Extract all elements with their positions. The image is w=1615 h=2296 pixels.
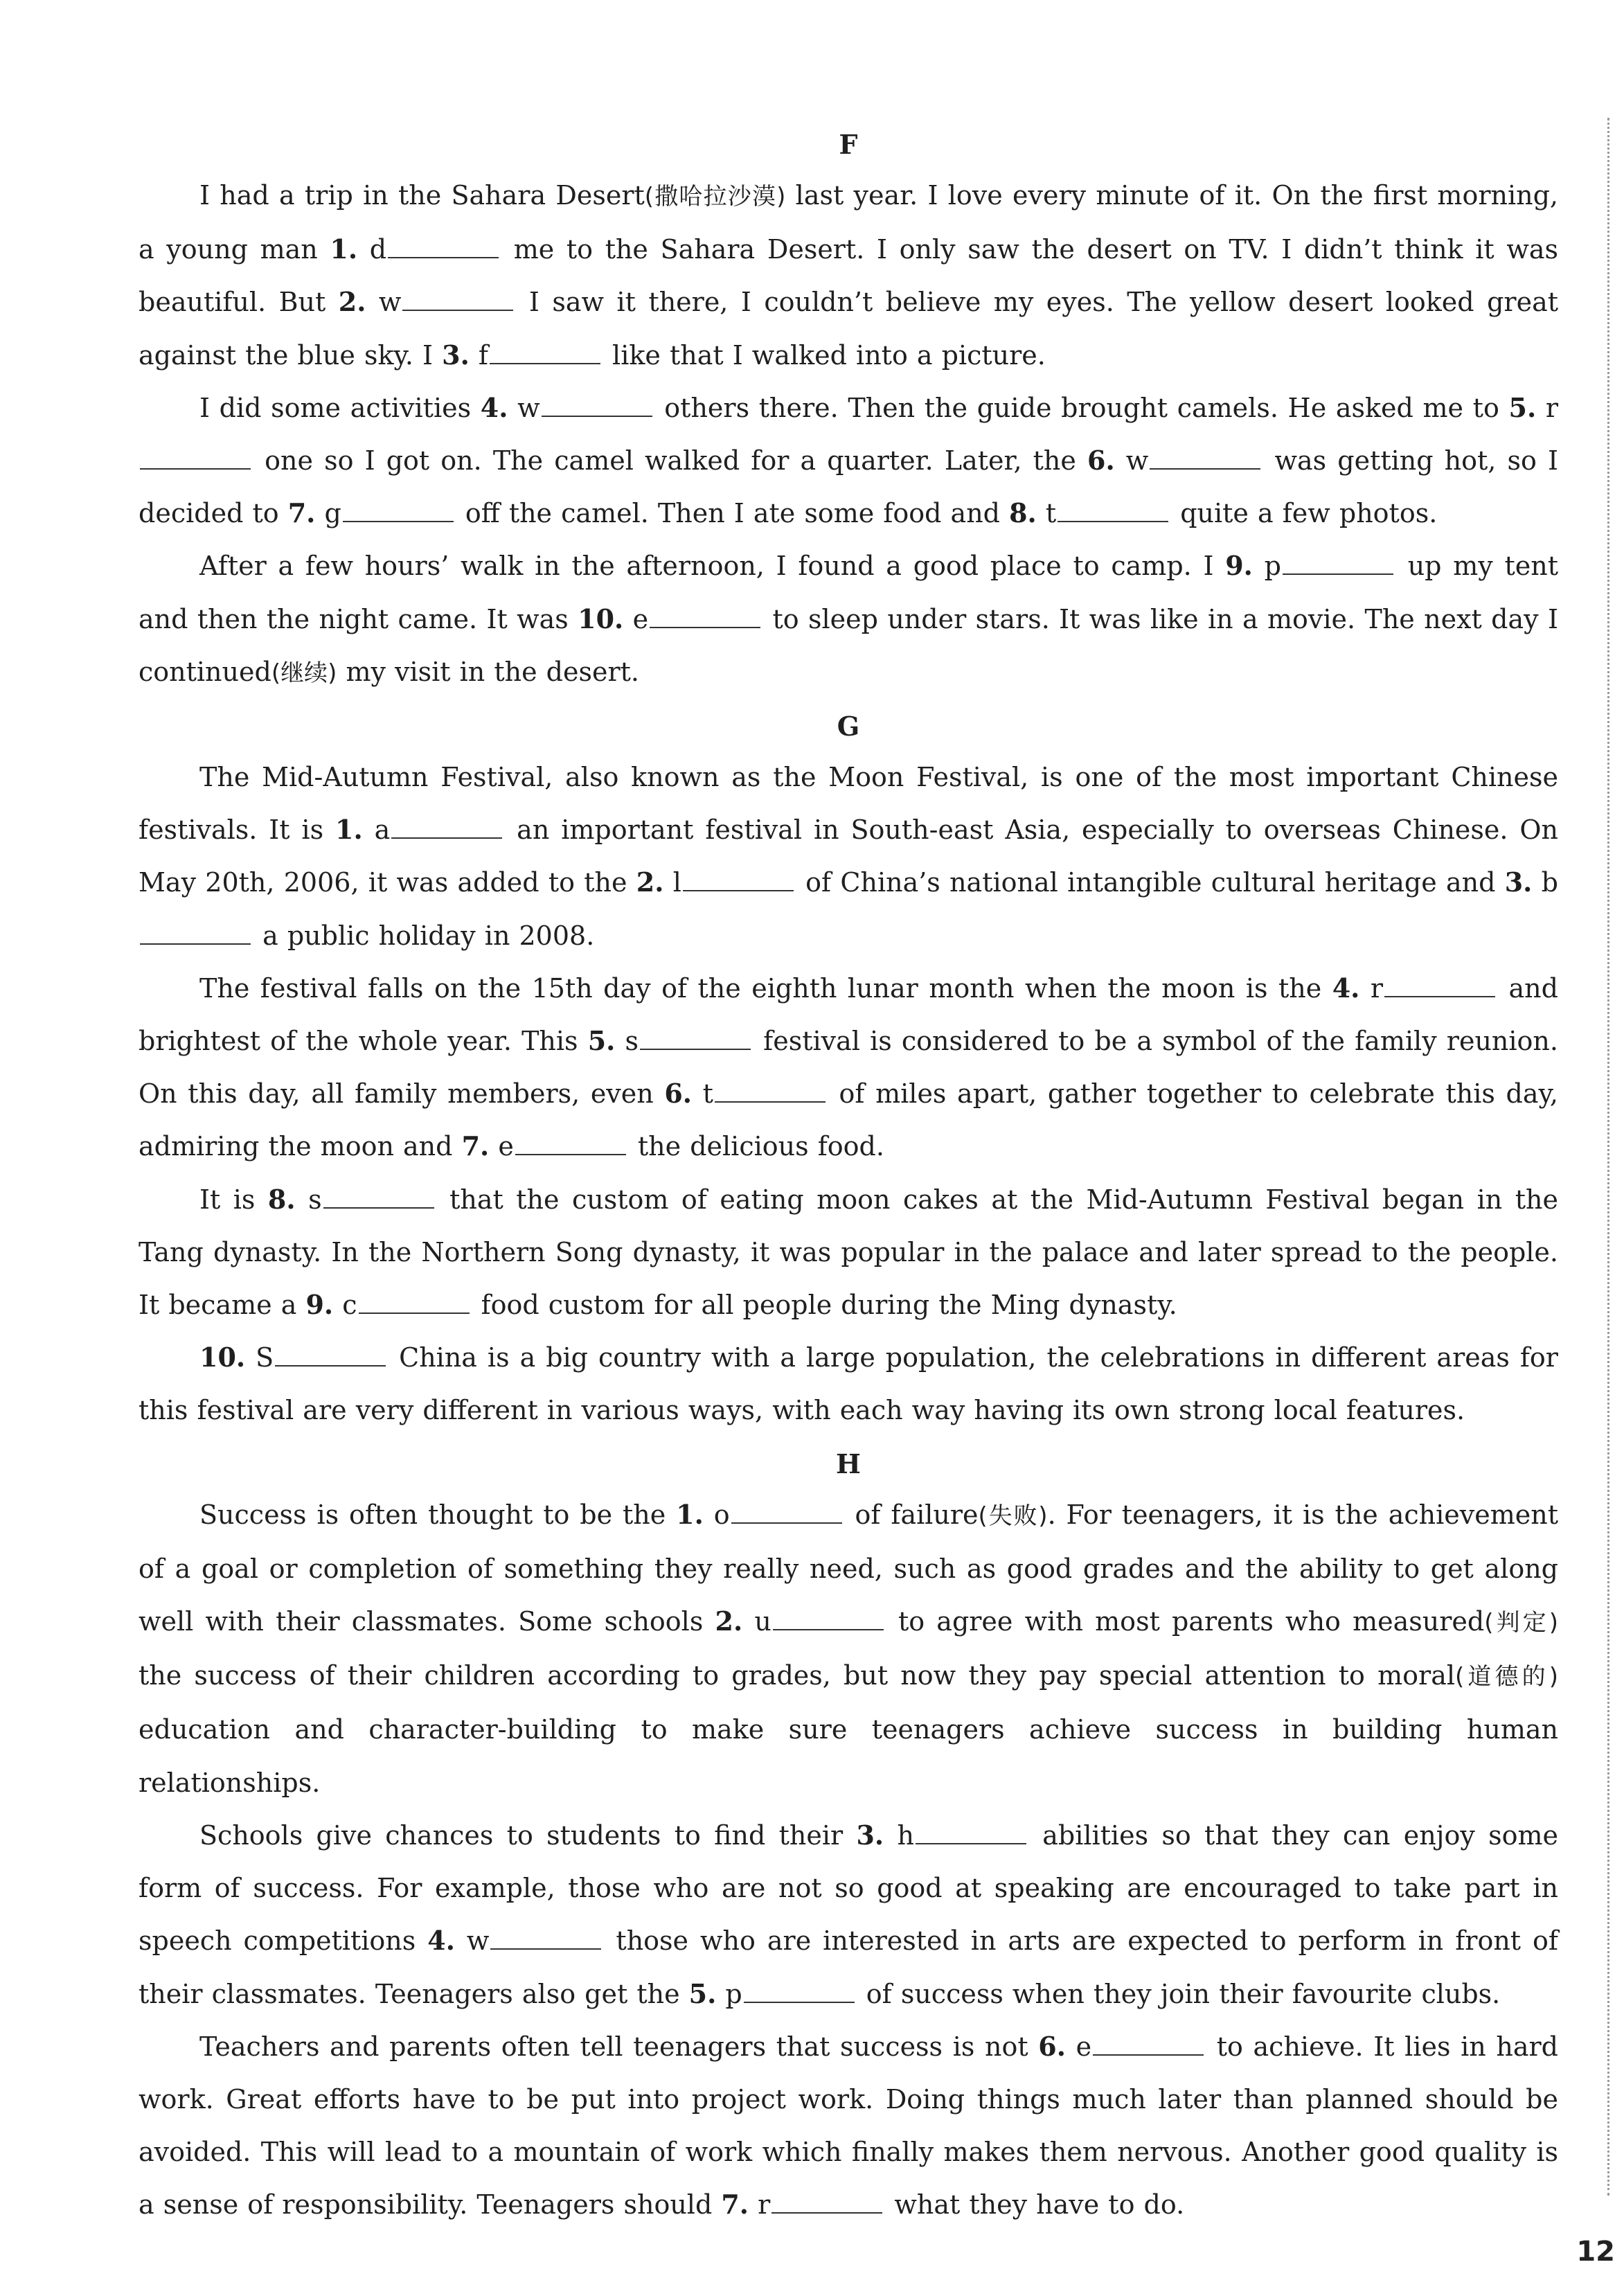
question-number: 8. <box>1009 497 1037 529</box>
answer-blank[interactable] <box>275 1344 386 1367</box>
question-number: 9. <box>305 1289 334 1321</box>
section-g-paragraph-2: The festival falls on the 15th day of the eighth lunar month when the moon is the 4. r and brightest of the whole year. This 5. s festival is considered to be a symbol of the family reunion. On this day, all family members, even 6. t of miles apart, gather together to celebrate this day, admiring the moon and 7. e the delicious food. <box>139 972 1558 1162</box>
section-f-title: F <box>839 129 858 160</box>
question-number: 10. <box>578 603 624 634</box>
section-h-paragraph-2: Schools give chances to students to find their 3. h abilities so that they can enjoy some form of success. For example, those who are not so good at speaking are encouraged to take part in speech competitions 4. w those who are interested in arts are expected to perform in front of their classmates. Teenagers also get the 5. p of success when they join their favourite clubs. <box>139 1819 1559 2009</box>
answer-blank[interactable] <box>140 447 251 470</box>
question-number: 1. <box>335 814 363 846</box>
section-f-paragraph-3: After a few hours’ walk in the afternoon, I found a good place to camp. I 9. p up my tent and then the night came. It was 10. e to sleep under stars. It was like in a movie. The next day I continued(继续) my visit in the desert. <box>139 550 1558 687</box>
binding-edge-line <box>1607 118 1609 2196</box>
question-number: 5. <box>688 1977 717 2009</box>
answer-blank[interactable] <box>359 1292 470 1314</box>
question-number: 4. <box>1332 972 1360 1004</box>
answer-blank[interactable] <box>771 2191 882 2214</box>
question-number: 6. <box>1038 2030 1066 2062</box>
answer-blank[interactable] <box>388 236 499 258</box>
question-number: 4. <box>427 1925 455 1957</box>
answer-blank[interactable] <box>650 606 760 628</box>
section-f-paragraph-1: I had a trip in the Sahara Desert(撒哈拉沙漠) last year. I love every minute of it. On the first morning, a young man 1. d me to the Sahara Desert. I only saw the desert on TV. I didn’t think it was beautiful. But 2. w I saw it there, I couldn’t believe my eyes. The yellow desert looked great against the blue sky. I 3. f like that I walked into a picture. <box>139 180 1558 371</box>
question-number: 3. <box>856 1819 884 1851</box>
answer-blank[interactable] <box>140 923 251 945</box>
answer-blank[interactable] <box>715 1080 826 1103</box>
answer-blank[interactable] <box>744 1981 855 2003</box>
question-number: 8. <box>267 1183 296 1215</box>
answer-blank[interactable] <box>515 1133 626 1155</box>
answer-blank[interactable] <box>1058 500 1168 522</box>
answer-blank[interactable] <box>1093 2034 1204 2056</box>
answer-blank[interactable] <box>343 500 454 522</box>
answer-blank[interactable] <box>1150 447 1260 470</box>
question-number: 4. <box>480 391 508 423</box>
section-g-paragraph-3: It is 8. s that the custom of eating moon cakes at the Mid-Autumn Festival began in the Tang dynasty. In the Northern Song dynasty, it was popular in the palace and later spread to the people. It became a 9. c food custom for all people during the Ming dynasty. <box>139 1183 1558 1321</box>
question-number: 2. <box>338 286 366 318</box>
question-number: 1. <box>330 233 358 265</box>
answer-blank[interactable] <box>1283 553 1393 575</box>
section-g-title: G <box>837 711 860 742</box>
section-h-title: H <box>836 1448 861 1479</box>
question-number: 7. <box>287 497 316 529</box>
question-number: 5. <box>1508 391 1537 423</box>
question-number: 10. <box>199 1342 246 1373</box>
section-h-paragraph-3: Teachers and parents often tell teenagers that success is not 6. e to achieve. It lies in hard work. Great efforts have to be put into project work. Doing things much later than planned should be avoided. This will lead to a mountain of work which finally makes them nervous. Another good quality is a sense of responsibility. Teenagers should 7. r what they have to do. <box>139 2030 1558 2221</box>
section-g-paragraph-4: 10. S China is a big country with a large population, the celebrations in different areas for this festival are very different in various ways, with each way having its own strong local features. <box>139 1342 1558 1426</box>
question-number: 2. <box>636 866 664 898</box>
section-f-paragraph-2: I did some activities 4. w others there. Then the guide brought camels. He asked me to 5. r one so I got on. The camel walked for a quarter. Later, the 6. w was getting hot, so I decided to 7. g off the camel. Then I ate some food and 8. t quite a few photos. <box>139 391 1559 529</box>
question-number: 5. <box>587 1025 616 1057</box>
answer-blank[interactable] <box>323 1186 434 1209</box>
answer-blank[interactable] <box>402 289 513 311</box>
question-number: 9. <box>1225 550 1253 582</box>
page-content <box>139 118 1558 2232</box>
answer-blank[interactable] <box>490 1928 601 1950</box>
page-number: 12 <box>1576 2236 1615 2268</box>
question-number: 6. <box>1087 445 1115 477</box>
answer-blank[interactable] <box>391 817 502 839</box>
answer-blank[interactable] <box>542 395 652 417</box>
answer-blank[interactable] <box>773 1608 884 1630</box>
question-number: 3. <box>442 339 470 371</box>
question-number: 7. <box>721 2189 749 2221</box>
answer-blank[interactable] <box>640 1028 751 1050</box>
answer-blank[interactable] <box>490 342 600 364</box>
section-g-paragraph-1: The Mid-Autumn Festival, also known as the Moon Festival, is one of the most important Chinese festivals. It is 1. a an important festival in South-east Asia, especially to overseas Chinese. On May 20th, 2006, it was added to the 2. l of China’s national intangible cultural heritage and 3. b a public holiday in 2008. <box>139 762 1559 951</box>
question-number: 3. <box>1504 866 1533 898</box>
answer-blank[interactable] <box>683 869 794 891</box>
question-number: 1. <box>676 1498 704 1530</box>
answer-blank[interactable] <box>916 1822 1026 1844</box>
answer-blank[interactable] <box>1384 975 1495 997</box>
question-number: 7. <box>461 1130 490 1162</box>
question-number: 6. <box>664 1078 693 1110</box>
question-number: 2. <box>715 1605 743 1637</box>
section-h-paragraph-1: Success is often thought to be the 1. o of failure(失败). For teenagers, it is the achievement of a goal or completion of something they really need, such as good grades and the ability to get along well with their classmates. Some schools 2. u to agree with most parents who measured(判定) the success of their children according to grades, but now they pay special attention to moral(道德的) education and character-building to make sure teenagers achieve success in building human relationships. <box>139 1498 1558 1798</box>
answer-blank[interactable] <box>731 1502 842 1524</box>
